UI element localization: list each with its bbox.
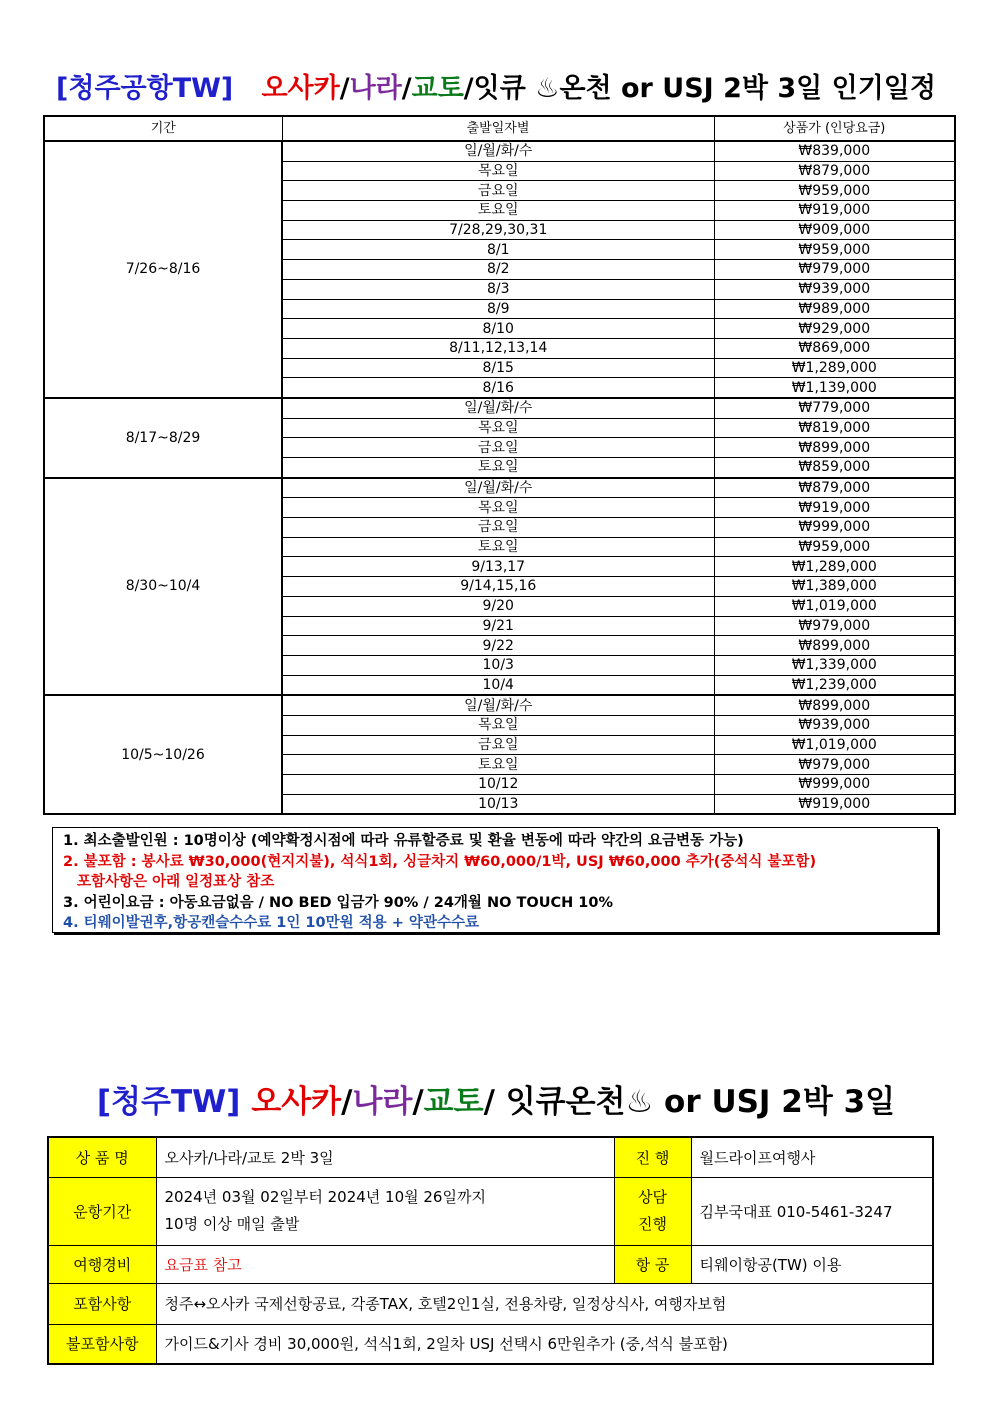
departure-cell: 8/2: [282, 260, 714, 280]
departure-cell: 9/13,17: [282, 557, 714, 577]
departure-cell: 토요일: [282, 458, 714, 478]
included-value: 청주↔오사카 국제선항공료, 각종TAX, 호텔2인1실, 전용차량, 일정상식사, 여행자보험: [156, 1283, 933, 1324]
agency-label: 진 행: [614, 1137, 691, 1177]
departure-cell: 토요일: [282, 755, 714, 775]
price-cell: ₩899,000: [714, 695, 955, 715]
title2-prefix: [청주TW]: [96, 1084, 241, 1120]
period-label: 운항기간: [48, 1177, 156, 1245]
price-table-header: [44, 116, 955, 141]
price-cell: ₩979,000: [714, 755, 955, 775]
departure-cell: 7/28,29,30,31: [282, 220, 714, 240]
page-title-bottom: [0, 1076, 992, 1121]
title-sep: /: [463, 73, 474, 104]
note-1: 1. 최소출발인원 : 10명이상 (예약확정시점에 따라 유류할증료 및 환율 변동에 따라 약간의 요금변동 가능): [63, 833, 744, 849]
period-cell: 8/30~10/4: [44, 478, 282, 696]
cost-label: 여행경비: [48, 1245, 156, 1283]
departure-cell: 일/월/화/수: [282, 478, 714, 498]
table-row: [44, 695, 955, 715]
price-cell: ₩939,000: [714, 279, 955, 299]
departure-cell: 9/14,15,16: [282, 577, 714, 597]
departure-cell: 8/15: [282, 358, 714, 378]
title2-sep: /: [341, 1084, 353, 1120]
period-line2: 10명 이상 매일 출발: [164, 1215, 300, 1233]
consult-label: [614, 1177, 691, 1245]
agency-value: 월드라이프여행사: [691, 1137, 933, 1177]
notes-box: [52, 827, 938, 933]
departure-cell: 목요일: [282, 418, 714, 438]
departure-cell: 10/12: [282, 775, 714, 795]
departure-cell: 일/월/화/수: [282, 695, 714, 715]
table-row: [44, 141, 955, 161]
product-value: 오사카/나라/교토 2박 3일: [156, 1137, 614, 1177]
title-kyoto: 교토: [411, 73, 464, 104]
price-cell: ₩919,000: [714, 794, 955, 814]
cost-value: 요금표 참고: [156, 1245, 614, 1283]
price-cell: ₩999,000: [714, 518, 955, 538]
price-cell: ₩779,000: [714, 398, 955, 418]
price-cell: ₩839,000: [714, 141, 955, 161]
price-cell: ₩979,000: [714, 260, 955, 280]
title-prefix: [청주공항TW]: [56, 73, 234, 104]
table-row: [44, 398, 955, 418]
departure-cell: 8/10: [282, 319, 714, 339]
title2-osaka: 오사카: [251, 1084, 342, 1120]
product-info-table: [47, 1136, 934, 1365]
consult-label-1: 상담: [638, 1188, 667, 1206]
price-cell: ₩919,000: [714, 498, 955, 518]
title2-kyoto: 교토: [423, 1084, 484, 1120]
title-sep: /: [339, 73, 350, 104]
consult-value: 김부국대표 010-5461-3247: [691, 1177, 933, 1245]
price-cell: ₩959,000: [714, 537, 955, 557]
departure-cell: 토요일: [282, 201, 714, 221]
period-value: [156, 1177, 614, 1245]
departure-cell: 8/3: [282, 279, 714, 299]
departure-cell: 10/13: [282, 794, 714, 814]
departure-cell: 금요일: [282, 181, 714, 201]
price-cell: ₩1,019,000: [714, 735, 955, 755]
price-cell: ₩879,000: [714, 478, 955, 498]
title-nara: 나라: [349, 73, 402, 104]
price-cell: ₩1,019,000: [714, 596, 955, 616]
air-label: 항 공: [614, 1245, 691, 1283]
title-sep: /: [401, 73, 412, 104]
consult-label-2: 진행: [638, 1215, 667, 1233]
period-cell: 7/26~8/16: [44, 141, 282, 398]
column-header: 기간: [44, 116, 282, 141]
departure-cell: 일/월/화/수: [282, 398, 714, 418]
departure-cell: 일/월/화/수: [282, 141, 714, 161]
price-cell: ₩899,000: [714, 438, 955, 458]
price-cell: ₩899,000: [714, 636, 955, 656]
departure-cell: 금요일: [282, 438, 714, 458]
departure-cell: 8/1: [282, 240, 714, 260]
title-rest: 잇큐 ♨온천 or USJ 2박 3일 인기일정: [473, 73, 936, 104]
departure-cell: 목요일: [282, 715, 714, 735]
departure-cell: 8/16: [282, 378, 714, 398]
price-cell: ₩1,239,000: [714, 675, 955, 695]
price-cell: ₩1,339,000: [714, 655, 955, 675]
title2-sep: /: [412, 1084, 424, 1120]
price-cell: ₩1,289,000: [714, 358, 955, 378]
price-cell: ₩999,000: [714, 775, 955, 795]
price-cell: ₩1,289,000: [714, 557, 955, 577]
period-cell: 10/5~10/26: [44, 695, 282, 814]
departure-cell: 토요일: [282, 537, 714, 557]
departure-cell: 8/9: [282, 299, 714, 319]
note-2: 2. 불포함 : 봉사료 ₩30,000(현지지불), 석식1회, 싱글차지 ₩60,000/1박, USJ ₩60,000 추가(중석식 불포함): [63, 853, 817, 870]
page-title-top: [0, 66, 992, 105]
title2-rest: / 잇큐온천♨ or USJ 2박 3일: [483, 1084, 896, 1120]
product-label: 상 품 명: [48, 1137, 156, 1177]
excluded-value: 가이드&기사 경비 30,000원, 석식1회, 2일차 USJ 선택시 6만원추가 (중,석식 불포함): [156, 1324, 933, 1364]
price-cell: ₩919,000: [714, 201, 955, 221]
price-cell: ₩989,000: [714, 299, 955, 319]
departure-cell: 8/11,12,13,14: [282, 338, 714, 358]
price-cell: ₩1,139,000: [714, 378, 955, 398]
departure-cell: 목요일: [282, 161, 714, 181]
price-cell: ₩869,000: [714, 338, 955, 358]
price-cell: ₩929,000: [714, 319, 955, 339]
note-3: 3. 어린이요금 : 아동요금없음 / NO BED 입금가 90% / 24개월 NO TOUCH 10%: [63, 894, 613, 911]
period-cell: 8/17~8/29: [44, 398, 282, 478]
departure-cell: 9/21: [282, 616, 714, 636]
price-cell: ₩959,000: [714, 181, 955, 201]
departure-cell: 9/20: [282, 596, 714, 616]
departure-cell: 10/4: [282, 675, 714, 695]
title2-nara: 나라: [352, 1084, 413, 1120]
included-label: 포함사항: [48, 1283, 156, 1324]
price-cell: ₩959,000: [714, 240, 955, 260]
column-header: 상품가 (인당요금): [714, 116, 955, 141]
price-cell: ₩979,000: [714, 616, 955, 636]
excluded-label: 불포함사항: [48, 1324, 156, 1364]
departure-cell: 9/22: [282, 636, 714, 656]
title-osaka: 오사카: [261, 73, 340, 104]
price-cell: ₩819,000: [714, 418, 955, 438]
price-table: [43, 115, 956, 815]
note-4: 4. 티웨이발권후,항공캔슬수수료 1인 10만원 적용 + 약관수수료: [63, 915, 479, 931]
price-cell: ₩939,000: [714, 715, 955, 735]
price-cell: ₩1,389,000: [714, 577, 955, 597]
departure-cell: 목요일: [282, 498, 714, 518]
departure-cell: 10/3: [282, 655, 714, 675]
departure-cell: 금요일: [282, 518, 714, 538]
price-cell: ₩909,000: [714, 220, 955, 240]
price-cell: ₩859,000: [714, 458, 955, 478]
departure-cell: 금요일: [282, 735, 714, 755]
column-header: 출발일자별: [282, 116, 714, 141]
air-value: 티웨이항공(TW) 이용: [691, 1245, 933, 1283]
note-2-sub: 포함사항은 아래 일정표상 참조: [77, 874, 275, 890]
price-cell: ₩879,000: [714, 161, 955, 181]
table-row: [44, 478, 955, 498]
period-line1: 2024년 03월 02일부터 2024년 10월 26일까지: [164, 1188, 486, 1206]
